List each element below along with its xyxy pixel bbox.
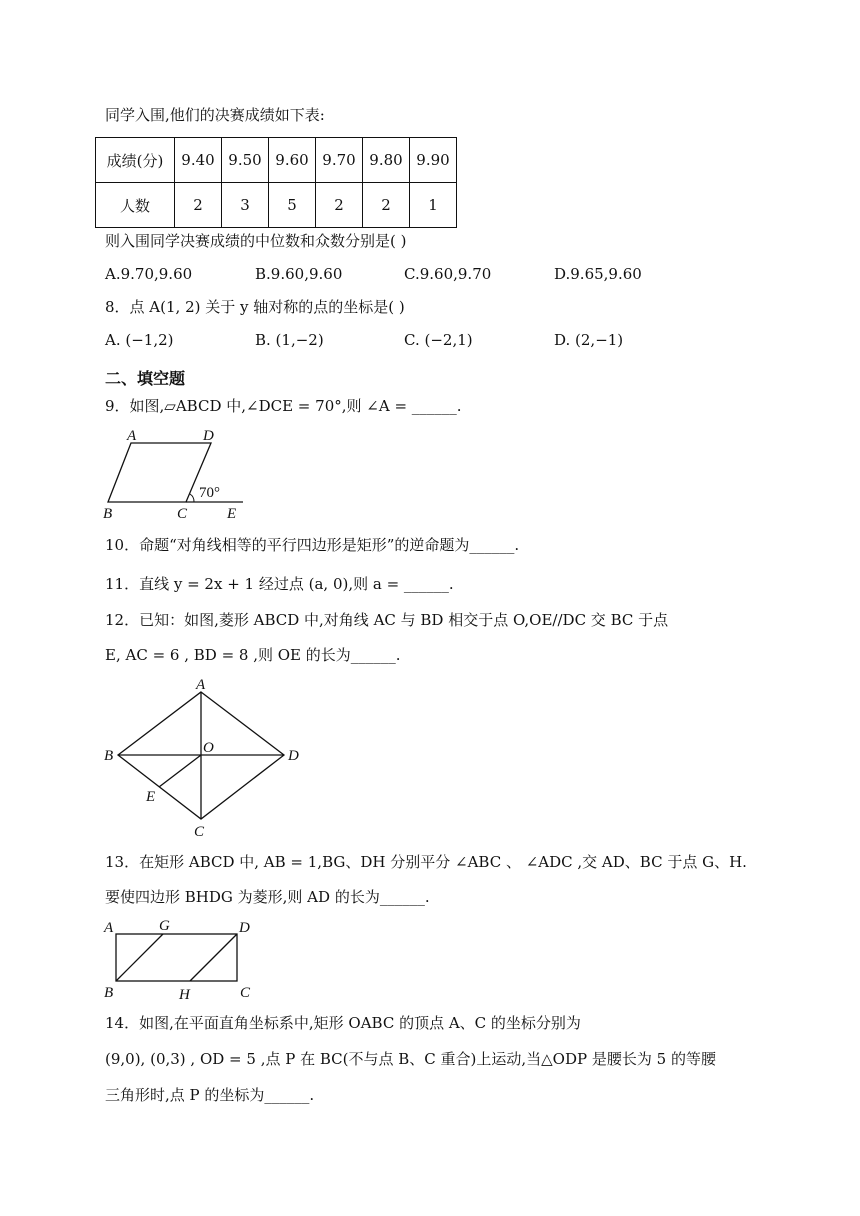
q7-option-a: A.9.70,9.60 [105,265,193,283]
table-header-cell: 成绩(分) [96,138,175,183]
label-d: D [203,428,214,444]
q13-line-2: 要使四边形 BHDG 为菱形,则 AD 的长为______. [105,888,430,906]
question-intro: 同学入围,他们的决赛成绩如下表: [105,106,325,124]
label-e: E [227,506,237,522]
label-b: B [103,506,113,522]
table-cell: 5 [269,183,316,228]
q14-line-3: 三角形时,点 P 的坐标为______. [105,1086,315,1104]
label-c: C [177,506,188,522]
label-c: C [194,824,205,840]
table-cell: 9.70 [316,138,363,183]
table-cell: 2 [175,183,222,228]
q8-option-a: A. (−1,2) [105,331,174,349]
table-cell: 9.90 [410,138,457,183]
q7-option-c: C.9.60,9.70 [404,265,492,283]
table-cell: 9.80 [363,138,410,183]
table-row [96,183,457,228]
section-heading: 二、填空题 [105,369,186,388]
q11-text: 11．直线 y = 2x + 1 经过点 (a, 0),则 a = ______. [105,575,454,593]
table-cell: 9.40 [175,138,222,183]
q8-option-d: D. (2,−1) [554,331,624,349]
table-row [96,138,457,183]
q8-stem: 8．点 A(1, 2) 关于 y 轴对称的点的坐标是( ) [105,298,405,316]
q10-text: 10．命题“对角线相等的平行四边形是矩形”的逆命题为______. [105,536,520,554]
table-header-cell: 人数 [96,183,175,228]
q12-line-2: E, AC = 6 , BD = 8 ,则 OE 的长为______. [105,646,401,664]
table-cell: 9.60 [269,138,316,183]
q9-text: 9．如图,▱ABCD 中,∠DCE = 70°,则 ∠A = ______. [105,397,462,415]
table-cell: 2 [363,183,410,228]
label-o: O [203,740,214,756]
score-table [95,137,457,228]
q8-option-b: B. (1,−2) [255,331,324,349]
q13-line-1: 13．在矩形 ABCD 中, AB = 1,BG、DH 分别平分 ∠ABC 、 ∠ADC ,交 AD、BC 于点 G、H. [105,853,747,871]
table-cell: 2 [316,183,363,228]
q14-line-1: 14．如图,在平面直角坐标系中,矩形 OABC 的顶点 A、C 的坐标分别为 [105,1014,581,1032]
label-a: A [127,428,137,444]
label-a: A [104,920,114,936]
label-a: A [196,677,206,693]
q12-line-1: 12．已知：如图,菱形 ABCD 中,对角线 AC 与 BD 相交于点 O,OE//DC 交 BC 于点 [105,611,669,629]
q7-option-d: D.9.65,9.60 [554,265,642,283]
q7-option-b: B.9.60,9.60 [255,265,343,283]
label-b: B [104,748,114,764]
label-g: G [159,918,170,934]
q7-stem: 则入围同学决赛成绩的中位数和众数分别是( ) [105,232,407,250]
label-h: H [179,987,190,1003]
q14-line-2: (9,0), (0,3) , OD = 5 ,点 P 在 BC(不与点 B、C 重合)上运动,当△ODP 是腰长为 5 的等腰 [105,1050,716,1068]
label-d: D [288,748,299,764]
table-cell: 1 [410,183,457,228]
table-cell: 9.50 [222,138,269,183]
table-cell: 3 [222,183,269,228]
angle-label: 70° [199,485,220,501]
label-d: D [239,920,250,936]
q8-option-c: C. (−2,1) [404,331,473,349]
label-e: E [146,789,156,805]
label-c: C [240,985,251,1001]
label-b: B [104,985,114,1001]
